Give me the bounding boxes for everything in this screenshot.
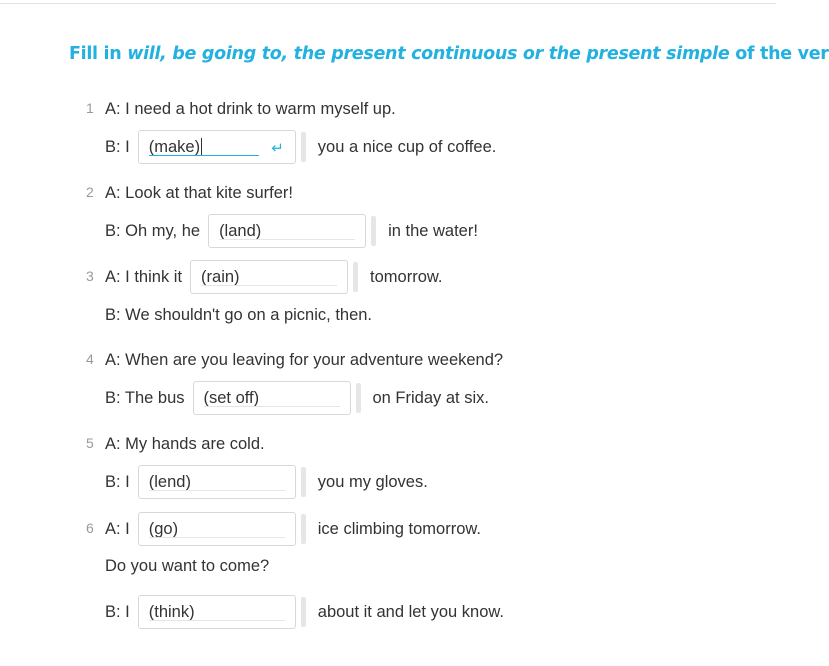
answer-input-text: (make) — [148, 137, 201, 156]
item-1-line-b — [105, 130, 496, 164]
answer-input-6[interactable] — [138, 512, 296, 546]
answer-input-text: (think) — [148, 602, 195, 621]
dialogue-text: A: My hands are cold. — [105, 434, 265, 453]
item-2-line-a — [105, 176, 293, 210]
instruction-suffix: of the ver — [729, 44, 829, 64]
item-6-line-b — [105, 595, 504, 629]
field-separator — [301, 467, 306, 497]
answer-input-text: (rain) — [201, 267, 240, 286]
input-underline — [201, 285, 337, 286]
dialogue-text: B: I — [105, 602, 130, 621]
item-number: 3 — [86, 268, 94, 284]
dialogue-text: about it and let you know. — [317, 602, 504, 621]
input-underline — [219, 239, 355, 240]
dialogue-text: you a nice cup of coffee. — [317, 137, 497, 156]
answer-input-text: (land) — [219, 221, 262, 240]
field-separator — [301, 514, 306, 544]
dialogue-text: A: I — [105, 519, 130, 538]
dialogue-text: in the water! — [388, 221, 478, 240]
dialogue-text: Do you want to come? — [105, 556, 270, 575]
item-6-line-c — [105, 549, 269, 583]
return-arrow-icon[interactable]: ↵ — [271, 140, 284, 157]
instruction-prefix: Fill in — [69, 44, 128, 64]
field-separator — [301, 132, 306, 162]
dialogue-text: A: Look at that kite surfer! — [105, 183, 294, 202]
item-4-line-b — [105, 381, 489, 415]
dialogue-text: B: We shouldn't go on a picnic, then. — [105, 305, 373, 324]
answer-input-4[interactable] — [193, 381, 351, 415]
item-number: 4 — [86, 351, 94, 367]
input-underline — [149, 537, 285, 538]
input-underline — [149, 155, 259, 156]
item-1-line-a — [105, 92, 396, 126]
item-number: 5 — [86, 435, 94, 451]
field-separator — [356, 383, 361, 413]
answer-input-2[interactable] — [208, 214, 366, 248]
dialogue-text: ice climbing tomorrow. — [317, 519, 481, 538]
dialogue-text: B: I — [105, 472, 130, 491]
answer-input-7[interactable] — [138, 595, 296, 629]
item-3-line-b — [105, 298, 372, 332]
dialogue-text: A: I need a hot drink to warm myself up. — [105, 99, 396, 118]
item-number: 2 — [86, 184, 94, 200]
dialogue-text: tomorrow. — [370, 267, 443, 286]
dialogue-text: B: The bus — [105, 388, 185, 407]
dialogue-text: you my gloves. — [317, 472, 428, 491]
item-number: 6 — [86, 520, 94, 536]
dialogue-text: on Friday at six. — [372, 388, 489, 407]
input-underline — [149, 620, 285, 621]
item-number: 1 — [86, 100, 94, 116]
answer-input-text: (lend) — [148, 472, 191, 491]
answer-input-1[interactable] — [138, 130, 296, 164]
item-2-line-b — [105, 214, 478, 248]
answer-input-text: (go) — [148, 519, 179, 538]
item-6-line-a — [105, 512, 481, 546]
instruction-heading — [69, 44, 829, 64]
field-separator — [301, 597, 306, 627]
item-4-line-a — [105, 343, 503, 377]
item-5-line-a — [105, 427, 265, 461]
dialogue-text: A: When are you leaving for your adventure weekend? — [105, 350, 504, 369]
instruction-italic: will, be going to, the present continuous or the present simple — [127, 44, 730, 64]
field-separator — [353, 262, 358, 292]
dialogue-text: B: I — [105, 137, 130, 156]
item-3-line-a — [105, 260, 442, 294]
top-divider — [0, 0, 776, 4]
text-caret — [201, 138, 202, 156]
answer-input-text: (set off) — [203, 388, 260, 407]
input-underline — [149, 490, 285, 491]
input-underline — [204, 406, 340, 407]
dialogue-text: B: Oh my, he — [105, 221, 201, 240]
answer-input-5[interactable] — [138, 465, 296, 499]
dialogue-text: A: I think it — [105, 267, 183, 286]
answer-input-3[interactable] — [190, 260, 348, 294]
field-separator — [371, 216, 376, 246]
item-5-line-b — [105, 465, 428, 499]
